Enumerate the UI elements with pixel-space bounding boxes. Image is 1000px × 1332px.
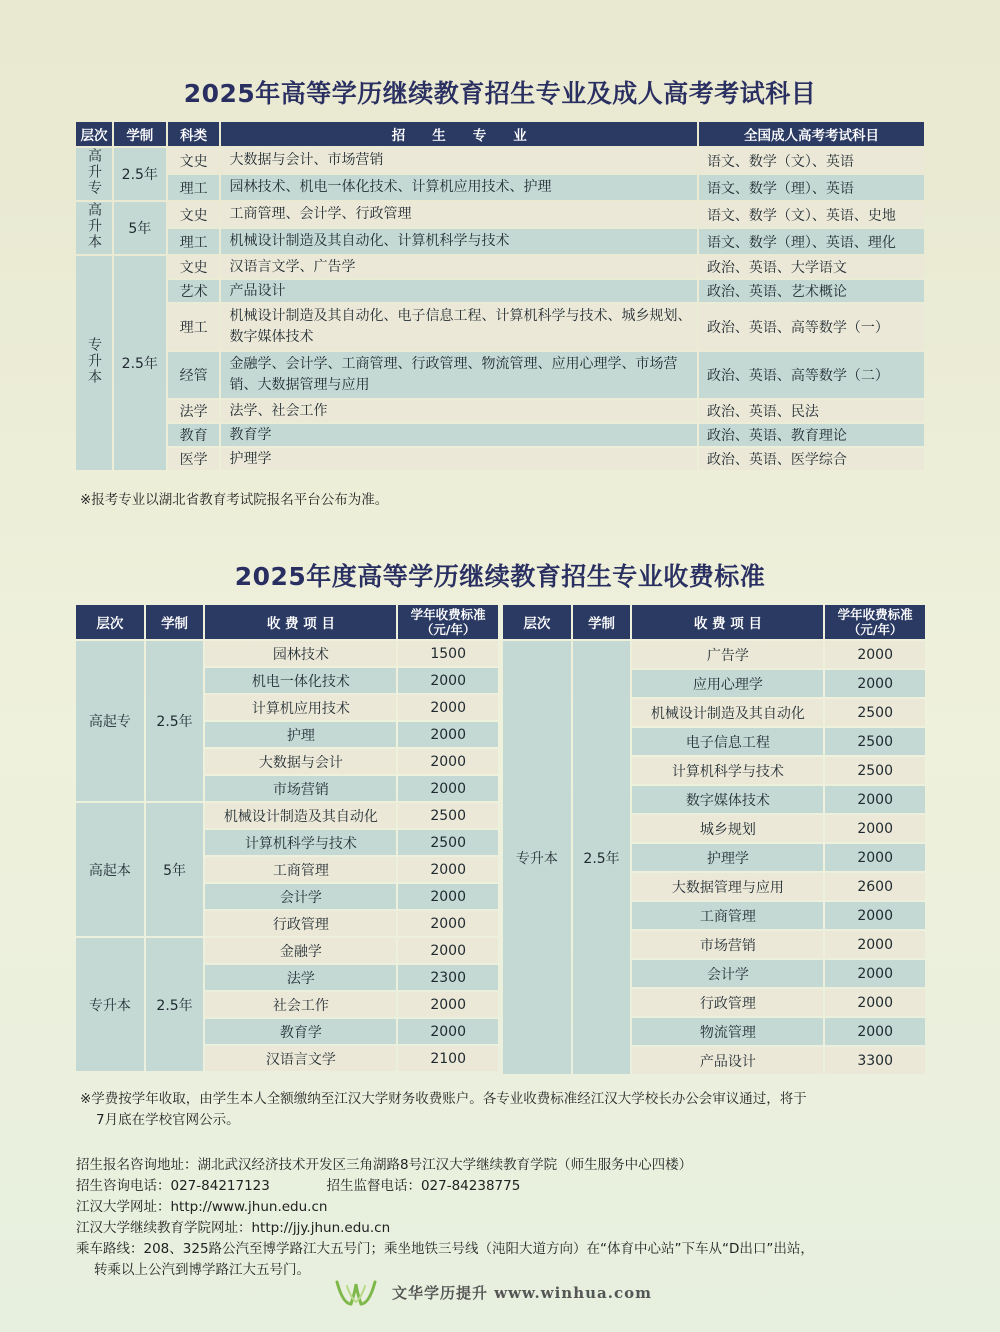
- fee-amount: 2600: [825, 873, 925, 900]
- t1-subjects: 语文、数学（文）、英语: [699, 148, 924, 173]
- t1-majors: 机械设计制造及其自动化、计算机科学与技术: [221, 229, 696, 254]
- t1-subjects: 语文、数学（理）、英语、理化: [699, 229, 924, 254]
- fee-table-left: [74, 603, 500, 1073]
- t1-row: [76, 175, 924, 200]
- fee-item: 计算机科学与技术: [632, 757, 823, 784]
- t1-header: 学制: [114, 122, 166, 146]
- fee-duration: 2.5年: [573, 641, 631, 1074]
- fee-amount: 2000: [398, 911, 498, 936]
- fee-level: 专升本: [76, 938, 144, 1071]
- fee-amount: 2000: [398, 938, 498, 963]
- fee-item: 行政管理: [632, 989, 823, 1016]
- fee-amount: 2000: [398, 992, 498, 1017]
- fee-item: 大数据管理与应用: [632, 873, 823, 900]
- t1-level: 高升专: [76, 148, 112, 200]
- fee-header-duration: 学制: [146, 605, 204, 639]
- phone-number: 027-84217123: [170, 1178, 270, 1194]
- site-link[interactable]: http://www.jhun.edu.cn: [170, 1199, 328, 1215]
- fee-amount: 2000: [398, 857, 498, 882]
- t1-subjects: 语文、数学（理）、英语: [699, 175, 924, 200]
- fee-header-item: 收 费 项 目: [632, 605, 823, 639]
- t1-category: 法学: [168, 400, 220, 422]
- fee-row: [76, 641, 498, 666]
- t1-row: [76, 229, 924, 254]
- fee-amount: 2000: [825, 641, 925, 668]
- fee-item: 园林技术: [205, 641, 396, 666]
- fee-header-amount: 学年收费标准 （元/年）: [825, 605, 925, 639]
- t1-majors: 法学、社会工作: [221, 400, 696, 422]
- t1-category: 教育: [168, 424, 220, 446]
- fee-item: 应用心理学: [632, 670, 823, 697]
- t1-majors: 金融学、会计学、工商管理、行政管理、物流管理、应用心理学、市场营销、大数据管理与应用: [221, 352, 696, 398]
- t1-subjects: 政治、英语、教育理论: [699, 424, 924, 446]
- fee-amount: 2500: [825, 757, 925, 784]
- supervise-number: 027-84238775: [420, 1178, 521, 1194]
- fee-amount: 2000: [398, 884, 498, 909]
- fee-item: 护理: [205, 722, 396, 747]
- brand-text: 文华学历提升 www.winhua.com: [392, 1284, 652, 1302]
- t1-header: 全国成人高考考试科目: [699, 122, 924, 146]
- fee-level: 高起本: [76, 803, 144, 936]
- t1-category: 理工: [168, 304, 220, 350]
- fee-header-item: 收 费 项 目: [205, 605, 396, 639]
- fee-amount: 2000: [398, 668, 498, 693]
- fee-item: 汉语言文学: [205, 1046, 396, 1071]
- fee-amount: 3300: [825, 1047, 925, 1074]
- fee-level: 专升本: [503, 641, 571, 1074]
- fee-table-right: [501, 603, 927, 1076]
- t1-header: 层次: [76, 122, 112, 146]
- fee-amount: 2500: [398, 803, 498, 828]
- t1-majors: 园林技术、机电一体化技术、计算机应用技术、护理: [221, 175, 696, 200]
- fee-item: 机械设计制造及其自动化: [205, 803, 396, 828]
- fee-row: [503, 641, 925, 668]
- section1-note: ※报考专业以湖北省教育考试院报名平台公布为准。: [80, 492, 389, 508]
- fee-header-amount: 学年收费标准 （元/年）: [398, 605, 498, 639]
- t1-category: 文史: [168, 148, 220, 173]
- fee-amount: 2000: [398, 695, 498, 720]
- fee-amount: 1500: [398, 641, 498, 666]
- fee-header-level: 层次: [76, 605, 144, 639]
- t1-row: [76, 352, 924, 398]
- fee-item: 法学: [205, 965, 396, 990]
- t1-subjects: 政治、英语、高等数学（一）: [699, 304, 924, 350]
- fee-item: 金融学: [205, 938, 396, 963]
- fee-duration: 5年: [146, 803, 204, 936]
- fee-amount: 2000: [398, 722, 498, 747]
- contact-address: 招生报名咨询地址：湖北武汉经济技术开发区三角湖路8号江汉大学继续教育学院（师生服务中心四楼）: [76, 1157, 693, 1173]
- fee-duration: 2.5年: [146, 938, 204, 1071]
- fee-item: 机械设计制造及其自动化: [632, 699, 823, 726]
- t1-category: 文史: [168, 256, 220, 278]
- fee-amount: 2000: [825, 815, 925, 842]
- t1-majors: 机械设计制造及其自动化、电子信息工程、计算机科学与技术、城乡规划、数字媒体技术: [221, 304, 696, 350]
- t1-majors: 工商管理、会计学、行政管理: [221, 202, 696, 227]
- t1-category: 医学: [168, 448, 220, 470]
- contact-route-line1: 乘车路线：208、325路公汽至博学路江大五号门；乘坐地铁三号线（沌阳大道方向）在“体育中心站”下车从“D出口”出站，: [76, 1241, 814, 1257]
- t1-category: 理工: [168, 175, 220, 200]
- fee-header-level: 层次: [503, 605, 571, 639]
- college-site-link[interactable]: http://jjy.jhun.edu.cn: [251, 1220, 391, 1236]
- t1-category: 经管: [168, 352, 220, 398]
- section2-note-line1: ※学费按学年收取，由学生本人全额缴纳至江汉大学财务收费账户。各专业收费标准经江汉大学校长办公会审议通过，将于: [80, 1091, 807, 1107]
- t1-level: 高升本: [76, 202, 112, 254]
- fee-item: 市场营销: [205, 776, 396, 801]
- fee-amount: 2500: [825, 699, 925, 726]
- exam-subjects-table: [74, 120, 926, 472]
- fee-item: 教育学: [205, 1019, 396, 1044]
- t1-header: 科类: [168, 122, 220, 146]
- t1-row: [76, 304, 924, 350]
- contact-site: 江汉大学网址：http://www.jhun.edu.cn: [76, 1199, 328, 1215]
- fee-level: 高起专: [76, 641, 144, 801]
- t1-row: [76, 280, 924, 302]
- t1-duration: 2.5年: [114, 148, 166, 200]
- fee-item: 护理学: [632, 844, 823, 871]
- fee-item: 城乡规划: [632, 815, 823, 842]
- fee-amount: 2000: [825, 960, 925, 987]
- t1-row: [76, 148, 924, 173]
- t1-row: [76, 202, 924, 227]
- fee-amount: 2000: [825, 1018, 925, 1045]
- fee-amount: 2000: [825, 670, 925, 697]
- fee-item: 产品设计: [632, 1047, 823, 1074]
- fee-item: 会计学: [205, 884, 396, 909]
- section2-title: 2025年度高等学历继续教育招生专业收费标准: [234, 562, 766, 591]
- t1-majors: 产品设计: [221, 280, 696, 302]
- fee-amount: 2300: [398, 965, 498, 990]
- fee-amount: 2000: [398, 749, 498, 774]
- fee-amount: 2000: [825, 786, 925, 813]
- t1-subjects: 政治、英语、医学综合: [699, 448, 924, 470]
- t1-row: [76, 424, 924, 446]
- fee-item: 计算机应用技术: [205, 695, 396, 720]
- t1-majors: 护理学: [221, 448, 696, 470]
- fee-amount: 2000: [825, 931, 925, 958]
- fee-amount: 2500: [825, 728, 925, 755]
- fee-item: 社会工作: [205, 992, 396, 1017]
- contact-college-site: 江汉大学继续教育学院网址：http://jjy.jhun.edu.cn: [76, 1220, 391, 1236]
- fee-amount: 2000: [825, 844, 925, 871]
- t1-duration: 2.5年: [114, 256, 166, 470]
- fee-duration: 2.5年: [146, 641, 204, 801]
- fee-amount: 2100: [398, 1046, 498, 1071]
- fee-item: 大数据与会计: [205, 749, 396, 774]
- t1-row: [76, 400, 924, 422]
- t1-category: 理工: [168, 229, 220, 254]
- fee-row: [76, 938, 498, 963]
- t1-category: 艺术: [168, 280, 220, 302]
- fee-amount: 2000: [398, 1019, 498, 1044]
- t1-header: 招 生 专 业: [221, 122, 696, 146]
- fee-item: 物流管理: [632, 1018, 823, 1045]
- t1-majors: 教育学: [221, 424, 696, 446]
- fee-amount: 2500: [398, 830, 498, 855]
- t1-subjects: 政治、英语、民法: [699, 400, 924, 422]
- t1-subjects: 政治、英语、大学语文: [699, 256, 924, 278]
- fee-item: 市场营销: [632, 931, 823, 958]
- t1-subjects: 政治、英语、艺术概论: [699, 280, 924, 302]
- fee-item: 会计学: [632, 960, 823, 987]
- fee-amount: 2000: [825, 902, 925, 929]
- fee-item: 行政管理: [205, 911, 396, 936]
- fee-row: [76, 803, 498, 828]
- t1-majors: 汉语言文学、广告学: [221, 256, 696, 278]
- fee-header-duration: 学制: [573, 605, 631, 639]
- fee-item: 机电一体化技术: [205, 668, 396, 693]
- t1-row: [76, 256, 924, 278]
- t1-category: 文史: [168, 202, 220, 227]
- fee-item: 工商管理: [632, 902, 823, 929]
- fee-item: 广告学: [632, 641, 823, 668]
- t1-row: [76, 448, 924, 470]
- t1-level: 专升本: [76, 256, 112, 470]
- fee-amount: 2000: [398, 776, 498, 801]
- fee-item: 数字媒体技术: [632, 786, 823, 813]
- t1-majors: 大数据与会计、市场营销: [221, 148, 696, 173]
- t1-subjects: 语文、数学（文）、英语、史地: [699, 202, 924, 227]
- fee-amount: 2000: [825, 989, 925, 1016]
- fee-item: 计算机科学与技术: [205, 830, 396, 855]
- t1-duration: 5年: [114, 202, 166, 254]
- fee-item: 电子信息工程: [632, 728, 823, 755]
- t1-subjects: 政治、英语、高等数学（二）: [699, 352, 924, 398]
- contact-route-line2: 转乘以上公汽到博学路江大五号门。: [94, 1262, 310, 1278]
- section2-note-line2: 7月底在学校官网公示。: [96, 1112, 240, 1128]
- section1-title: 2025年高等学历继续教育招生专业及成人高考考试科目: [183, 79, 817, 108]
- contact-phones: 招生咨询电话：027-84217123 招生监督电话：027-84238775: [76, 1178, 521, 1194]
- brand-logo-icon: [333, 1278, 379, 1308]
- fee-item: 工商管理: [205, 857, 396, 882]
